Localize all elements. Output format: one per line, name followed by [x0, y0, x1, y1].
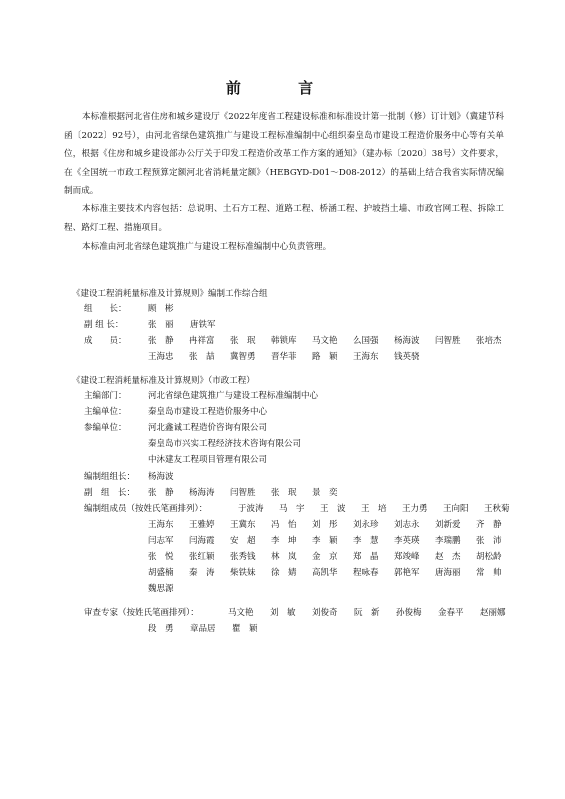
participant-unit-2: 秦皇岛市兴实工程经济技术咨询有限公司 — [148, 439, 302, 449]
edit-leader: 杨海波 — [148, 472, 174, 482]
person-name: 胡盛楠 — [148, 568, 174, 578]
person-name: 张 沛 — [476, 536, 502, 546]
person-name: 杨海涛 — [189, 488, 215, 498]
person-name: 李瑞鹏 — [435, 536, 461, 546]
person-name: 韩锁库 — [271, 336, 297, 346]
person-name: 唐海丽 — [435, 568, 461, 578]
person-name: 闫志军 — [148, 536, 174, 546]
person-name: 刘 彤 — [312, 520, 338, 530]
person-name: 赵丽娜 — [480, 608, 506, 618]
person-name: 钱英骁 — [394, 352, 420, 362]
person-name: 李 慧 — [353, 536, 379, 546]
person-name: 王海忠 — [148, 352, 174, 362]
person-name: 赵 杰 — [435, 552, 461, 562]
chief-unit-label: 主编单位： — [84, 407, 127, 417]
person-name: 唐铁军 — [190, 320, 216, 330]
person-name: 张 珉 — [271, 488, 297, 498]
reviewers-label: 审查专家（按姓氏笔画排列）： — [84, 608, 199, 618]
person-name: 于波涛 — [238, 504, 264, 514]
participant-unit-1: 河北鑫诚工程造价咨询有限公司 — [148, 423, 268, 433]
person-name: 安 超 — [230, 536, 256, 546]
edit-members-label: 编制组成员（按姓氏笔画排列）： — [84, 504, 208, 514]
person-name: 李英瑛 — [394, 536, 420, 546]
person-name: 章品居 — [190, 624, 216, 634]
person-name: 张 丽 — [148, 320, 174, 330]
group2-heading: 《建设工程消耗量标准及计算规则》（市政工程） — [72, 376, 255, 386]
comprehensive-group-section — [72, 287, 512, 377]
person-name: 刘俊奇 — [312, 608, 338, 618]
person-name: 刘 敏 — [270, 608, 296, 618]
person-name: 段 勇 — [148, 624, 174, 634]
person-name: 瞿 颖 — [232, 624, 258, 634]
person-name: 刘新爱 — [435, 520, 461, 530]
person-name: 张 喆 — [189, 352, 215, 362]
person-name: 马 宇 — [279, 504, 305, 514]
person-name: 王向阳 — [443, 504, 469, 514]
person-name: 王冀东 — [230, 520, 256, 530]
person-name: 刘永珍 — [353, 520, 379, 530]
deputy-label: 副 组 长： — [84, 320, 124, 330]
preface-paragraph-2: 本标准主要技术内容包括：总说明、土石方工程、道路工程、桥涵工程、护坡挡土墙、市政官网工程、拆除工程、路灯工程、措施项目。 — [64, 204, 504, 233]
leader-name: 顾 彬 — [148, 304, 174, 314]
edit-leader-label: 编制组组长： — [84, 472, 136, 482]
person-name: 程咏春 — [353, 568, 379, 578]
chief-unit: 秦皇岛市建设工程造价服务中心 — [148, 407, 268, 417]
person-name: 么国强 — [353, 336, 379, 346]
person-name: 郭艳军 — [394, 568, 420, 578]
person-name: 刘志永 — [394, 520, 420, 530]
person-name: 张 珉 — [230, 336, 256, 346]
group1-heading: 《建设工程消耗量标准及计算规则》编制工作综合组 — [72, 289, 268, 299]
person-name: 郑 晶 — [353, 552, 379, 562]
person-name: 秦 涛 — [189, 568, 215, 578]
person-name: 王海东 — [353, 352, 379, 362]
person-name: 马文艳 — [312, 336, 338, 346]
preface-paragraph-1: 本标准根据河北省住房和城乡建设厅《2022年度省工程建设标准和标准设计第一批制（修）订计划》（冀建节科函〔2022〕92号），由河北省绿色建筑推广与建设工程标准编制中心组织秦皇岛市建设工程造价服务中心等有关单位，根据《住房和城乡建设部办公厅关于印发工程造价改革工作方案的通知》（建办标〔2020〕38号）文件要求，在《全国统一市政工程预算定额河北省消耗量定额》（HEBGYD-D01～D08-2012）的基础上结合我省实际情况编制而成。 — [64, 112, 504, 197]
municipal-group-section — [72, 374, 532, 634]
person-name: 晋华菲 — [271, 352, 297, 362]
person-name: 王雅婷 — [189, 520, 215, 530]
person-name: 王 波 — [320, 504, 346, 514]
person-name: 阮 新 — [354, 608, 380, 618]
person-name: 魏思源 — [148, 584, 174, 594]
members-label: 成 员： — [84, 336, 127, 346]
page-title: 前 言 — [225, 79, 340, 97]
person-name: 孙俊梅 — [396, 608, 422, 618]
person-name: 张培杰 — [476, 336, 502, 346]
person-name: 王力勇 — [402, 504, 428, 514]
person-name: 张 静 — [148, 336, 174, 346]
person-name: 王海东 — [148, 520, 174, 530]
person-name: 张红颖 — [189, 552, 215, 562]
chief-dept: 河北省绿色建筑推广与建设工程标准编制中心 — [148, 391, 319, 401]
preface-paragraph-3: 本标准由河北省绿色建筑推广与建设工程标准编制中心负责管理。 — [82, 242, 332, 252]
person-name: 徐 婧 — [271, 568, 297, 578]
person-name: 马文艳 — [228, 608, 254, 618]
person-name: 冉祥富 — [189, 336, 215, 346]
person-name: 杨海波 — [394, 336, 420, 346]
participants-label: 参编单位： — [84, 423, 127, 433]
edit-deputy-label: 副 组 长： — [84, 488, 136, 498]
person-name: 柴铁妹 — [230, 568, 256, 578]
person-name: 冀智勇 — [230, 352, 256, 362]
person-name: 林 岚 — [271, 552, 297, 562]
person-name: 李 坤 — [271, 536, 297, 546]
person-name: 闫智胜 — [435, 336, 461, 346]
person-name: 冯 怡 — [271, 520, 297, 530]
person-name: 高凯华 — [312, 568, 338, 578]
person-name: 闫智胜 — [230, 488, 256, 498]
participant-unit-3: 中沐建友工程项目管理有限公司 — [148, 455, 268, 465]
person-name: 胡松龄 — [476, 552, 502, 562]
person-name: 金 京 — [312, 552, 338, 562]
person-name: 张 静 — [148, 488, 174, 498]
person-name: 齐 静 — [476, 520, 502, 530]
person-name: 王秋菊 — [484, 504, 510, 514]
person-name: 闫海霞 — [189, 536, 215, 546]
person-name: 张秀钱 — [230, 552, 256, 562]
person-name: 郑竣峰 — [394, 552, 420, 562]
person-name: 景 奕 — [312, 488, 338, 498]
person-name: 王 培 — [361, 504, 387, 514]
person-name: 李 颖 — [312, 536, 338, 546]
person-name: 张 悦 — [148, 552, 174, 562]
person-name: 金春平 — [438, 608, 464, 618]
leader-label: 组 长： — [84, 304, 127, 314]
chief-dept-label: 主编部门： — [84, 391, 127, 401]
person-name: 路 颖 — [312, 352, 338, 362]
person-name: 常 帅 — [476, 568, 502, 578]
